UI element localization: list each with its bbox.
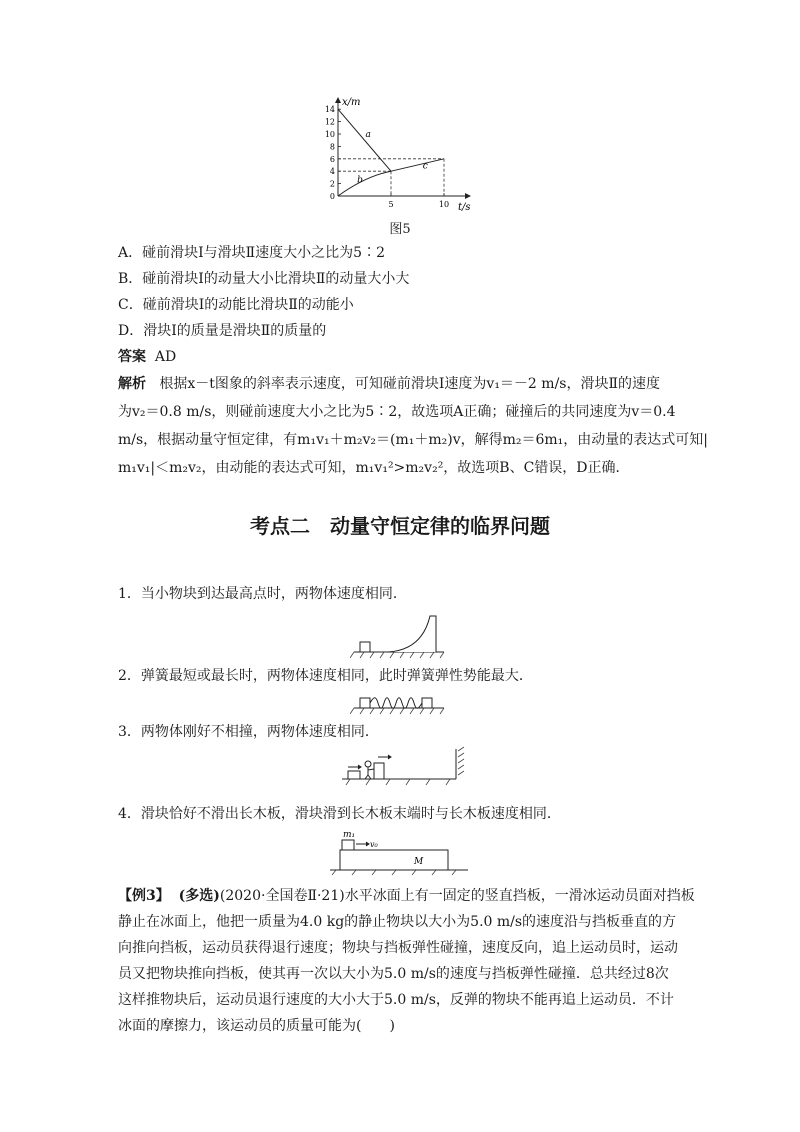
xt-graph	[310, 92, 480, 216]
series-label: c	[422, 161, 428, 172]
option-a: A．碰前滑块Ⅰ与滑块Ⅱ速度大小之比为5∶2	[118, 245, 385, 261]
series-line-b	[338, 171, 391, 196]
diagram-spring-blocks	[350, 690, 450, 716]
y-axis-label: x/m	[342, 97, 361, 108]
analysis-line-2: 为v₂＝0.8 m/s，则碰前速度大小之比为5∶2，故选项A正确；碰撞后的共同速度为v＝0.4	[118, 404, 676, 420]
answer-value: AD	[154, 349, 177, 365]
example-line-5: 这样推物块后，运动员退行速度的大小大于5.0 m/s，反弹的物块不能再追上运动员．不计	[118, 992, 674, 1008]
x-tick-label: 5	[388, 200, 394, 209]
diagram-block-board	[328, 826, 474, 876]
answer-label: 答案	[118, 349, 146, 365]
example-line-1: 【例3】 (多选)(2020·全国卷Ⅱ·21)水平冰面上有一固定的竖直挡板，一滑冰运动员面对挡板	[118, 888, 695, 904]
analysis-label: 解析	[118, 376, 146, 392]
x-tick-label: 10	[438, 200, 450, 209]
y-tick-label: 6	[329, 154, 335, 164]
figure-caption: 图5	[389, 222, 411, 237]
analysis-line-4: m₁v₁|＜m₂v₂，由动能的表达式可知，m₁v₁²>m₂v₂²，故选项B、C错误，D正确．	[118, 460, 630, 476]
option-c: C．碰前滑块Ⅰ的动能比滑块Ⅱ的动能小	[118, 297, 354, 313]
x-axis-label: t/s	[458, 202, 471, 213]
y-tick-label: 0	[329, 192, 335, 201]
point-4: 4．滑块恰好不滑出长木板，滑块滑到长木板末端时与长木板速度相同．	[118, 806, 561, 822]
point-2: 2．弹簧最短或最长时，两物体速度相同，此时弹簧弹性势能最大．	[118, 668, 533, 684]
example-line-3: 向推向挡板，运动员获得退行速度；物块与挡板弹性碰撞，速度反向，追上运动员时，运动	[118, 940, 678, 956]
example-line-4: 员又把物块推向挡板，使其再一次以大小为5.0 m/s的速度与挡板弹性碰撞．总共经过8次	[118, 966, 669, 982]
diagram-curved-slope	[350, 612, 450, 660]
option-d: D．滑块Ⅰ的质量是滑块Ⅱ的质量的	[118, 323, 327, 339]
point-1: 1．当小物块到达最高点时，两物体速度相同．	[118, 586, 407, 602]
example-line-6: 冰面的摩擦力，该运动员的质量可能为( )	[118, 1018, 395, 1034]
analysis-line-1: 解析 根据x－t图象的斜率表示速度，可知碰前滑块Ⅰ速度为v₁＝－2 m/s，滑块Ⅱ的速度	[118, 376, 660, 392]
example-line-2: 静止在冰面上，他把一质量为4.0 kg的静止物块以大小为5.0 m/s的速度沿与挡板垂直的方	[118, 914, 677, 930]
example-prefix: (多选)	[178, 888, 220, 904]
point-3: 3．两物体刚好不相撞，两物体速度相同．	[118, 724, 379, 740]
y-tick-label: 8	[329, 142, 335, 152]
y-tick-label: 10	[324, 130, 335, 139]
series-label: b	[357, 175, 363, 186]
analysis-line-3: m/s，根据动量守恒定律，有m₁v₁＋m₂v₂＝(m₁＋m₂)v，解得m₂＝6m₁，由动量的表达式可知|	[118, 432, 709, 448]
section-title: 考点二 动量守恒定律的临界问题	[250, 514, 550, 538]
y-tick-label: 12	[324, 117, 335, 127]
board-label: M	[414, 857, 424, 867]
series-label: a	[365, 130, 371, 141]
y-tick-label: 2	[329, 179, 335, 189]
series-line-c	[391, 159, 444, 171]
series-line-a	[338, 109, 391, 171]
block-label: m₁	[343, 830, 356, 840]
y-tick-label: 14	[324, 105, 335, 115]
example-tag: 【例3】	[118, 888, 170, 904]
option-b: B．碰前滑块Ⅰ的动量大小比滑块Ⅱ的动量大小大	[118, 271, 410, 287]
diagram-skater-wall	[340, 745, 470, 787]
y-tick-label: 4	[329, 167, 335, 177]
velocity-label: v₀	[370, 840, 378, 849]
answer	[118, 347, 176, 367]
